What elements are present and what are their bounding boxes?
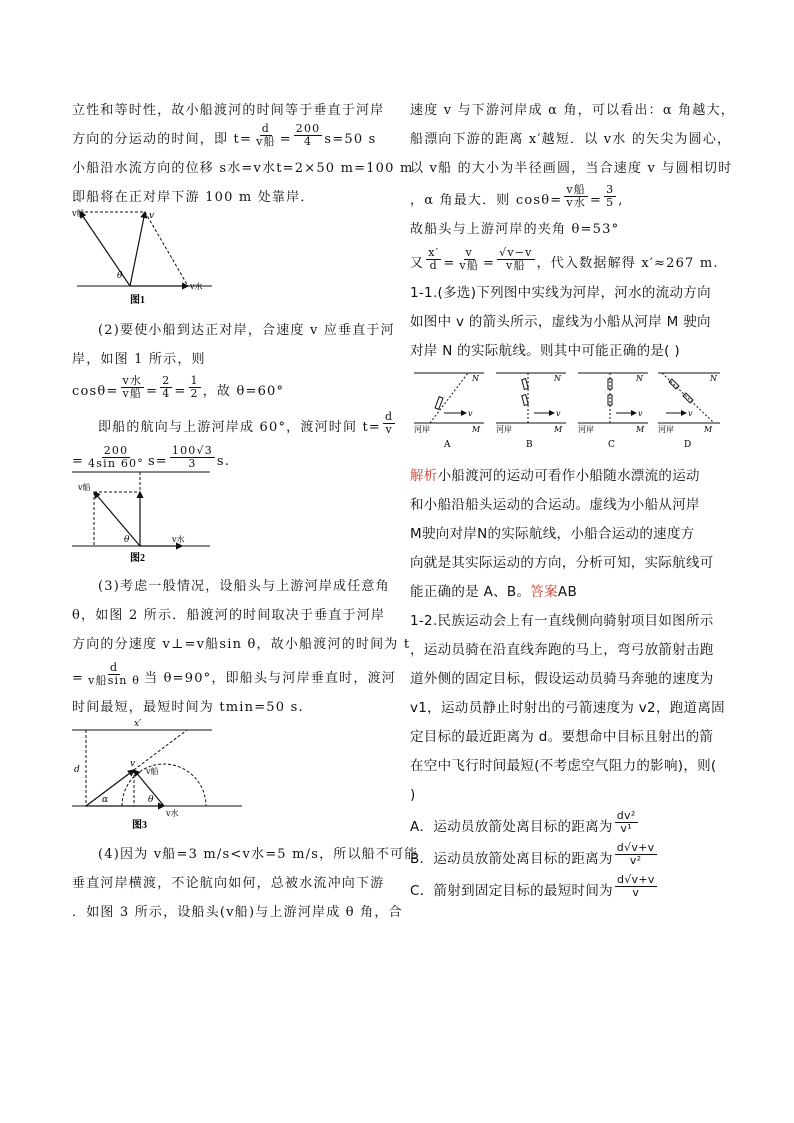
svg-text:v: v xyxy=(468,409,473,418)
svg-text:N: N xyxy=(554,374,561,383)
option-a-diagram xyxy=(414,373,484,450)
svg-text:M: M xyxy=(554,425,563,434)
solution-line: 和小船沿船头运动的合运动。虚线为小船从河岸 xyxy=(410,497,700,513)
solution-label: 解析 xyxy=(410,468,438,484)
svg-text:河岸: 河岸 xyxy=(496,425,512,434)
question-line: 在空中飞行时间最短(不考虑空气阻力的影响)，则( xyxy=(410,758,717,774)
question-line: 道外侧的固定目标，假设运动员骑马奔驰的速度为 xyxy=(410,671,714,687)
figure-2 xyxy=(72,470,222,566)
solution-line: 能正确的是 A、B。 答案 AB xyxy=(410,584,578,600)
svg-text:v: v xyxy=(556,409,561,418)
svg-text:v: v xyxy=(688,409,693,418)
label-alpha: α xyxy=(102,795,109,805)
svg-text:C: C xyxy=(608,440,615,450)
svg-text:M: M xyxy=(704,425,713,434)
svg-text:河岸: 河岸 xyxy=(414,425,430,434)
text-line: 即船将在正对岸下游 100 m 处靠岸． xyxy=(72,190,315,205)
text-line: 岸，如图 1 所示，则 xyxy=(72,352,206,367)
equation-line: 方向的分运动的时间，即 t= $\frac{d}{\text{v船}}$ = $\frac{200}{4}$ s=50 s xyxy=(72,122,377,148)
text-line: 立性和等时性，故小船渡河的时间等于垂直于河岸 xyxy=(72,103,385,118)
solution-line: 向就是其实际运动的方向，分析可知，实际航线可 xyxy=(410,555,714,571)
label-v: v xyxy=(149,211,155,221)
svg-text:M: M xyxy=(636,425,645,434)
question-line: 1-2.民族运动会上有一直线侧向骑射项目如图所示 xyxy=(410,613,714,629)
left-column xyxy=(72,90,419,921)
option-b-diagram xyxy=(496,373,566,450)
question-line: ) xyxy=(410,787,416,803)
label-v: v xyxy=(130,759,136,769)
svg-text:B: B xyxy=(526,440,533,450)
label-v-boat: v船 xyxy=(72,209,85,218)
text-line: 方向的分速度 v⊥=v船sin θ，故小船渡河的时间为 t xyxy=(72,637,411,652)
equation-line: = $\frac{200}{4\sin 60^\circ}$ s= $\frac{100√3}{3}$ s. xyxy=(72,444,231,470)
text-line: ．如图 3 所示，设船头(v船)与上游河岸成 θ 角，合 xyxy=(72,905,403,920)
equation-line: 即船的航向与上游河岸成 60°，渡河时间 t= $\frac{d}{v}$ xyxy=(98,410,394,436)
label-theta: θ xyxy=(117,271,123,281)
text-line: 故船头与上游河岸的夹角 θ=53° xyxy=(410,222,620,237)
options-figure xyxy=(410,365,722,451)
question-line: 1-1.(多选)下列图中实线为河岸，河水的流动方向 xyxy=(410,285,711,301)
question-line: v1，运动员静止时射出的弓箭速度为 v2，跑道离固 xyxy=(410,700,725,716)
svg-text:N: N xyxy=(472,374,479,383)
svg-text:N: N xyxy=(710,374,717,383)
solution-line: M驶向对岸N的实际航线，小船合运动的速度方 xyxy=(410,526,695,542)
svg-text:v: v xyxy=(638,409,643,418)
text-line: (2)要使小船到达正对岸，合速度 v 应垂直于河 xyxy=(98,323,395,338)
label-v-boat: v船 xyxy=(78,483,91,492)
equation-line: = $\frac{d}{\text{v船sin θ}}$ 当 θ=90°，即船头与河岸垂直时，渡河 xyxy=(72,661,396,687)
question-line: 定目标的最近距离为 d。要想命中目标且射出的箭 xyxy=(410,729,714,745)
label-theta: θ xyxy=(124,535,130,545)
label-v-water: v水 xyxy=(190,282,203,291)
question-line: ，运动员骑在沿直线奔跑的马上，弯弓放箭射击跑 xyxy=(410,642,714,658)
text-line: 速度 v 与下游河岸成 α 角，可以看出：α 角越大， xyxy=(410,103,735,118)
label-v-water: v水 xyxy=(172,535,185,544)
option-d-diagram xyxy=(658,373,720,450)
text-line: 时间最短，最短时间为 tmin=50 s. xyxy=(72,700,304,715)
label-d: d xyxy=(74,765,80,775)
text-line: 小船沿水流方向的位移 s水=v水t=2×50 m=100 m xyxy=(72,161,414,176)
equation-line: cosθ= $\frac{\text{v水}}{\text{v船}}$ = $\frac{2}{4}$ = $\frac{1}{2}$ ，故 θ=60° xyxy=(72,374,285,400)
label-x-prime: x′ xyxy=(134,719,142,729)
text-line: θ，如图 2 所示．船渡河的时间取决于垂直于河岸 xyxy=(72,608,386,623)
question-line: 如图中 v 的箭头所示，虚线为小船从河岸 M 驶向 xyxy=(410,314,711,330)
svg-text:D: D xyxy=(684,440,692,450)
figure-caption: 图3 xyxy=(132,820,147,831)
label-v-water: v水 xyxy=(166,809,179,818)
label-theta: θ xyxy=(148,795,154,805)
right-column xyxy=(410,90,735,899)
figure-caption: 图2 xyxy=(130,553,145,564)
text-line: 船漂向下游的距离 x′越短．以 v水 的矢尖为圆心， xyxy=(410,132,732,147)
text-line: 以 v船 的大小为半径画圆，当合速度 v 与圆相切时 xyxy=(410,161,733,176)
option-a[interactable]: A．运动员放箭处离目标的距离为 $\frac{\text{dv²}}{\text{v¹}}$ xyxy=(410,809,636,835)
solution-line: 解析 小船渡河的运动可看作小船随水漂流的运动 xyxy=(410,468,700,484)
svg-text:A: A xyxy=(444,440,451,450)
text-line: 垂直河岸横渡，不论航向如何，总被水流冲向下游 xyxy=(72,876,385,891)
svg-text:M: M xyxy=(472,425,481,434)
figure-3 xyxy=(72,716,242,834)
text-line: (3)考虑一般情况，设船头与上游河岸成任意角 xyxy=(98,579,390,594)
svg-text:河岸: 河岸 xyxy=(578,425,594,434)
option-c-diagram xyxy=(578,373,648,450)
option-b[interactable]: B．运动员放箭处离目标的距离为 $\frac{d√v+v}{\text{v²}}$ xyxy=(410,841,655,867)
answer-label: 答案 xyxy=(530,584,558,600)
figure-1 xyxy=(72,206,222,310)
label-v-boat: v船 xyxy=(146,767,159,776)
option-c[interactable]: C．箭射到固定目标的最短时间为 $\frac{d√v+v}{v}$ xyxy=(410,873,655,899)
equation-line: ，α 角最大．则 cosθ= $\frac{\text{v船}}{\text{v水}}$ = $\frac{3}{5}$ , xyxy=(410,183,624,209)
svg-text:N: N xyxy=(636,374,643,383)
equation-line: 又 $\frac{x'}{d}$ = $\frac{v}{\text{v船}}$ = $\frac{√v-v}{\text{v船}}$ ，代入数据解得 x′≈267 m. xyxy=(410,246,719,272)
figure-caption: 图1 xyxy=(130,295,145,306)
question-line: 对岸 N 的实际航线。则其中可能正确的是( ) xyxy=(410,343,680,359)
text-line: (4)因为 v船=3 m/s<v水=5 m/s，所以船不可能 xyxy=(98,847,419,862)
svg-text:河岸: 河岸 xyxy=(658,425,674,434)
